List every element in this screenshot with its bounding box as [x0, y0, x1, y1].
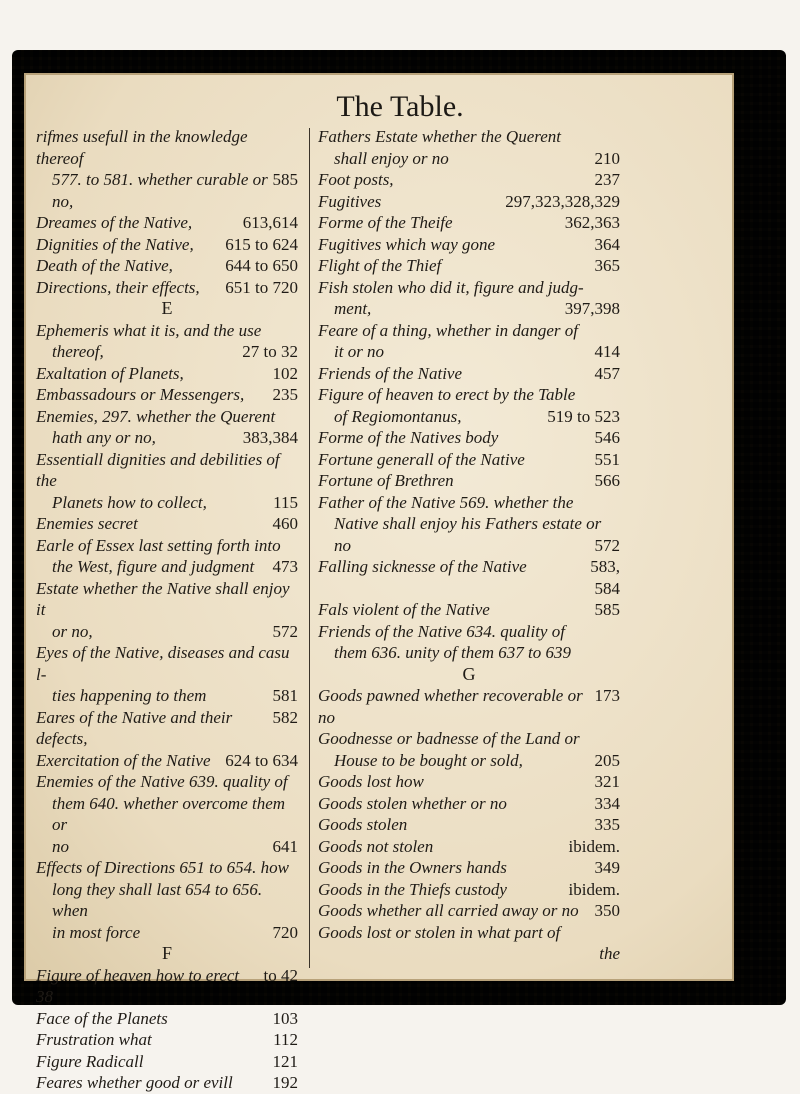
entry-text: Embassadours or Messengers,: [36, 385, 245, 404]
entry-text: Goods not stolen: [318, 836, 434, 856]
index-entry: [318, 900, 620, 922]
index-entry: [36, 535, 298, 578]
entry-text: no: [334, 535, 351, 555]
entry-text: ties happening to them: [52, 686, 207, 705]
page-number: 102: [272, 363, 298, 383]
page-number: 362,363: [564, 213, 620, 232]
entry-text: long they shall last 654 to 656. when: [52, 879, 263, 920]
page-number: 641: [272, 836, 298, 856]
index-entry: [318, 879, 620, 901]
index-entry: [318, 427, 620, 449]
index-entry: [36, 449, 298, 514]
index-entry: [36, 406, 298, 449]
entry-text: Goodnesse or badnesse of the Land or: [318, 729, 580, 748]
index-entry: [318, 728, 620, 771]
entry-text: hath any or no,: [52, 428, 156, 447]
page-number: 237: [594, 170, 620, 189]
index-entry: [36, 642, 298, 707]
index-entry: [36, 750, 298, 772]
entry-text: of Regiomontanus,: [334, 406, 462, 426]
entry-text: Father of the Native 569. whether the: [318, 492, 574, 512]
index-entry: [318, 363, 620, 385]
page-number: 349: [594, 858, 620, 877]
page-number: 27 to 32: [242, 342, 298, 361]
entry-text: Earle of Essex last setting forth into: [36, 535, 281, 555]
page-number: 613,614: [242, 213, 298, 232]
entry-text: Fathers Estate whether the Querent: [318, 127, 561, 146]
index-entry: [36, 363, 298, 385]
page-number: 364: [594, 234, 620, 254]
entry-text: Fals violent of the Native: [318, 600, 490, 619]
index-entry: [36, 320, 298, 363]
entry-text: thereof,: [52, 342, 104, 361]
index-entry: [36, 513, 298, 535]
entry-text: Figure of heaven how to erect 38: [36, 965, 240, 1006]
entry-text: or no,: [52, 621, 93, 641]
page-number: to 42: [263, 965, 298, 985]
entry-text: Fortune generall of the Native: [318, 449, 525, 469]
page-number: 584: [594, 578, 620, 598]
entry-text: the West, figure and judgment: [52, 557, 255, 576]
entry-text: them 636. unity of them 637 to 639: [334, 643, 572, 662]
page-number: 473: [272, 557, 298, 576]
page-number: 519 to 523: [547, 406, 620, 426]
page-number: 585: [594, 600, 620, 619]
page-number: 235: [272, 385, 298, 404]
entry-text: Exaltation of Planets,: [36, 363, 184, 383]
page-number: 397,398: [564, 299, 620, 318]
index-entry: [318, 470, 620, 492]
entry-text: Figure of heaven to erect by the Table: [318, 385, 576, 404]
page-number: 551: [594, 449, 620, 469]
entry-text: shall enjoy or no: [334, 148, 449, 168]
entry-text: rifmes usefull in the knowledge thereof: [36, 127, 248, 168]
page-number: 112: [273, 1030, 298, 1049]
page-number: 583,: [590, 557, 620, 576]
entry-text: House to be bought or sold,: [334, 750, 523, 770]
index-entry: [318, 621, 620, 664]
entry-text: Death of the Native,: [36, 256, 173, 275]
index-entry: [318, 191, 620, 213]
index-entry: [36, 255, 298, 277]
index-entry: [318, 793, 620, 815]
entry-text: Planets how to collect,: [52, 492, 207, 512]
page-number: 582: [272, 707, 298, 727]
entry-text: Feare of a thing, whether in danger of: [318, 320, 579, 340]
entry-text: Goods stolen: [318, 815, 408, 834]
entry-text: Fortune of Brethren: [318, 471, 454, 490]
entry-text: Falling sicknesse of the Native: [318, 557, 527, 576]
column-rule: [309, 128, 310, 968]
index-entry: [36, 707, 298, 750]
page-number: 460: [272, 514, 298, 533]
index-entry: [36, 277, 298, 299]
index-entry: [318, 126, 620, 169]
index-entry: [36, 234, 298, 256]
entry-text: in most force: [52, 922, 141, 942]
entry-text: Exercitation of the Native: [36, 750, 211, 770]
entry-text: Face of the Planets: [36, 1008, 168, 1028]
entry-text: Goods in the Thiefs custody: [318, 879, 507, 899]
entry-text: Enemies of the Native 639. quality of: [36, 772, 288, 791]
entry-text: it or no: [334, 342, 385, 361]
page-number: 581: [272, 686, 298, 705]
index-entry: [318, 836, 620, 858]
section-letter: E: [161, 298, 173, 318]
page-number: 103: [272, 1008, 298, 1028]
index-entry: [318, 212, 620, 234]
index-entry: [36, 1072, 298, 1094]
index-entry: [318, 922, 620, 944]
entry-text: Frustration what: [36, 1030, 152, 1049]
page-number: 297,323,328,329: [505, 191, 620, 211]
index-entry: [36, 384, 298, 406]
page-number: 414: [594, 342, 620, 361]
entry-text: Goods whether all carried away or no: [318, 901, 579, 920]
entry-text: Estate whether the Native shall enjoy it: [36, 578, 290, 619]
entry-text: Feares whether good or evill: [36, 1073, 233, 1092]
entry-text: Ephemeris what it is, and the use: [36, 320, 262, 340]
entry-text: them 640. whether overcome them or: [52, 793, 286, 834]
index-entry: [318, 771, 620, 793]
page-title: The Table.: [336, 90, 464, 123]
page-number: 546: [594, 428, 620, 447]
page-number: 624 to 634: [225, 750, 298, 770]
page-number: 572: [594, 535, 620, 555]
entry-text: Friends of the Native: [318, 363, 463, 383]
page-number: 651 to 720: [225, 277, 298, 297]
page-number: 644 to 650: [225, 256, 298, 275]
section-letter: G: [462, 663, 476, 684]
entry-text: Native shall enjoy his Fathers estate or: [334, 514, 602, 533]
entry-text: Directions, their effects,: [36, 277, 200, 297]
index-column-left: [36, 126, 298, 1094]
index-entry: [318, 814, 620, 836]
page-number: 572: [272, 621, 298, 641]
index-entry: [318, 857, 620, 879]
entry-text: 577. to 581. whether curable or no,: [52, 170, 268, 211]
index-entry: [318, 234, 620, 256]
entry-text: Friends of the Native 634. quality of: [318, 621, 565, 641]
page-number: 566: [594, 471, 620, 490]
entry-text: Dignities of the Native,: [36, 234, 194, 254]
index-entry: [318, 320, 620, 363]
entry-text: Foot posts,: [318, 170, 394, 189]
index-entry: [318, 384, 620, 427]
entry-text: Eyes of the Native, diseases and casu l-: [36, 643, 290, 684]
entry-text: Dreames of the Native,: [36, 213, 193, 232]
entry-text: Goods lost how: [318, 772, 424, 791]
index-entry: [318, 255, 620, 277]
page-number: ibidem.: [568, 879, 620, 899]
entry-text: Eares of the Native and their defects,: [36, 707, 233, 748]
page-number: 210: [594, 148, 620, 168]
entry-text: ment,: [334, 299, 372, 318]
page-number: 334: [594, 793, 620, 813]
index-entry: [318, 492, 620, 557]
page-number: 615 to 624: [225, 234, 298, 254]
entry-text: Goods pawned whether recoverable or no: [318, 686, 583, 727]
entry-text: Fugitives: [318, 191, 382, 211]
index-entry: [36, 771, 298, 857]
page-number: 205: [594, 750, 620, 770]
page-number: 365: [594, 256, 620, 275]
entry-text: Enemies secret: [36, 514, 138, 533]
index-entry: [36, 857, 298, 943]
page-number: 321: [594, 772, 620, 791]
entry-text: Fish stolen who did it, figure and judg-: [318, 277, 584, 297]
index-entry: [318, 685, 620, 728]
index-entry: [318, 277, 620, 320]
index-entry: [318, 599, 620, 621]
entry-text: Enemies, 297. whether the Querent: [36, 406, 276, 426]
catchword: the: [599, 944, 620, 963]
entry-text: Figure Radicall: [36, 1051, 144, 1071]
page-number: 457: [594, 363, 620, 383]
entry-text: no: [52, 836, 69, 856]
page-number: 335: [594, 815, 620, 834]
index-entry: [318, 449, 620, 471]
index-entry: [36, 578, 298, 643]
entry-text: Goods in the Owners hands: [318, 858, 507, 877]
page-number: 192: [272, 1073, 298, 1092]
entry-text: Fugitives which way gone: [318, 234, 496, 254]
entry-text: Essentiall dignities and debilities of the: [36, 449, 280, 490]
entry-text: Goods lost or stolen in what part of: [318, 922, 561, 942]
index-entry: [318, 169, 620, 191]
index-entry: [36, 212, 298, 234]
entry-text: Goods stolen whether or no: [318, 793, 507, 813]
index-entry: [36, 126, 298, 212]
index-entry: [36, 965, 298, 1008]
page-number: 121: [272, 1051, 298, 1071]
page-number: 173: [594, 686, 620, 705]
page-number: 720: [272, 922, 298, 942]
index-column-right: [318, 126, 620, 965]
section-letter: F: [161, 943, 172, 963]
page-number: 585: [272, 170, 298, 189]
page-number: 350: [594, 901, 620, 920]
index-entry: [36, 1051, 298, 1073]
page-number: ibidem.: [568, 836, 620, 856]
page-number: 115: [273, 492, 298, 512]
entry-text: Forme of the Natives body: [318, 428, 499, 447]
index-entry: [318, 556, 620, 578]
page-number: 383,384: [242, 428, 298, 447]
entry-text: Forme of the Theife: [318, 213, 453, 232]
index-entry: [36, 1029, 298, 1051]
entry-text: Effects of Directions 651 to 654. how: [36, 858, 289, 877]
index-entry: [36, 1008, 298, 1030]
entry-text: Flight of the Thief: [318, 256, 442, 275]
